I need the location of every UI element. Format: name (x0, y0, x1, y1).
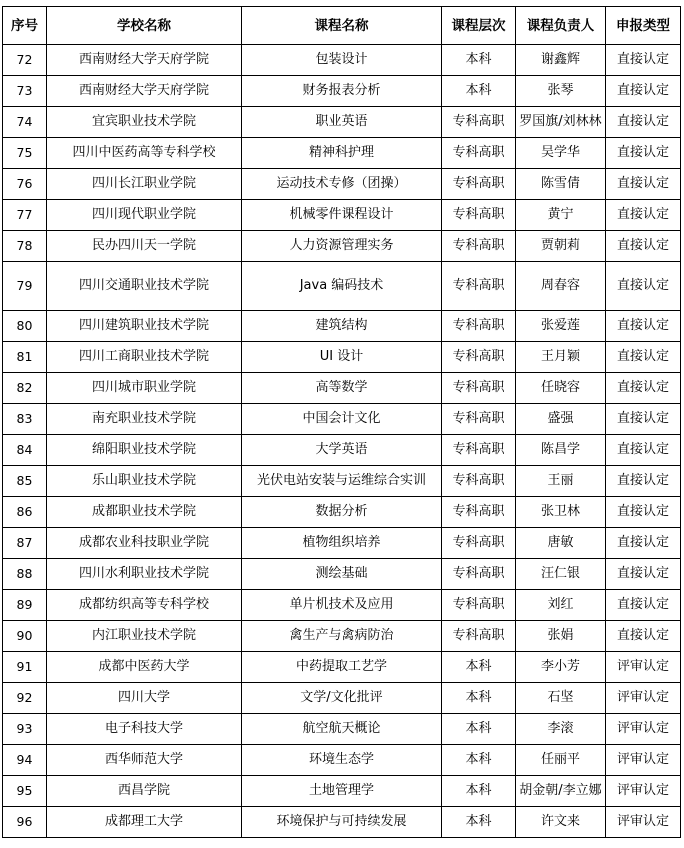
cell-level: 专科高职 (442, 311, 516, 342)
cell-type: 直接认定 (606, 262, 681, 311)
cell-seq: 96 (3, 807, 47, 838)
cell-lead: 王丽 (516, 466, 606, 497)
cell-level: 专科高职 (442, 528, 516, 559)
cell-type: 直接认定 (606, 621, 681, 652)
cell-type: 评审认定 (606, 714, 681, 745)
cell-school: 乐山职业技术学院 (47, 466, 242, 497)
cell-school: 西南财经大学天府学院 (47, 76, 242, 107)
cell-type: 直接认定 (606, 169, 681, 200)
table-row (3, 45, 681, 76)
cell-level: 本科 (442, 745, 516, 776)
cell-type: 直接认定 (606, 497, 681, 528)
cell-seq: 84 (3, 435, 47, 466)
cell-type: 直接认定 (606, 528, 681, 559)
cell-lead: 张娟 (516, 621, 606, 652)
cell-type: 直接认定 (606, 311, 681, 342)
cell-seq: 75 (3, 138, 47, 169)
cell-type: 直接认定 (606, 45, 681, 76)
cell-seq: 93 (3, 714, 47, 745)
cell-school: 电子科技大学 (47, 714, 242, 745)
header-lead: 课程负责人 (516, 7, 606, 45)
cell-school: 四川长江职业学院 (47, 169, 242, 200)
table-row (3, 714, 681, 745)
cell-seq: 73 (3, 76, 47, 107)
cell-school: 绵阳职业技术学院 (47, 435, 242, 466)
table-row (3, 76, 681, 107)
cell-course: 中药提取工艺学 (242, 652, 442, 683)
cell-school: 成都理工大学 (47, 807, 242, 838)
cell-level: 本科 (442, 45, 516, 76)
cell-course: 大学英语 (242, 435, 442, 466)
cell-level: 专科高职 (442, 590, 516, 621)
table-row (3, 466, 681, 497)
table-row (3, 262, 681, 311)
cell-level: 专科高职 (442, 466, 516, 497)
cell-seq: 78 (3, 231, 47, 262)
cell-school: 西华师范大学 (47, 745, 242, 776)
header-course: 课程名称 (242, 7, 442, 45)
cell-school: 内江职业技术学院 (47, 621, 242, 652)
cell-school: 南充职业技术学院 (47, 404, 242, 435)
cell-lead: 谢鑫辉 (516, 45, 606, 76)
cell-level: 专科高职 (442, 138, 516, 169)
cell-school: 成都中医药大学 (47, 652, 242, 683)
cell-level: 专科高职 (442, 621, 516, 652)
table-row (3, 373, 681, 404)
table-row (3, 342, 681, 373)
cell-lead: 张卫林 (516, 497, 606, 528)
cell-seq: 86 (3, 497, 47, 528)
cell-course: 中国会计文化 (242, 404, 442, 435)
cell-school: 成都农业科技职业学院 (47, 528, 242, 559)
cell-seq: 77 (3, 200, 47, 231)
cell-course: Java 编码技术 (242, 262, 442, 311)
cell-type: 直接认定 (606, 342, 681, 373)
cell-lead: 贾朝莉 (516, 231, 606, 262)
cell-lead: 张琴 (516, 76, 606, 107)
cell-school: 成都纺织高等专科学校 (47, 590, 242, 621)
table-row (3, 745, 681, 776)
cell-type: 直接认定 (606, 466, 681, 497)
table-row (3, 435, 681, 466)
cell-lead: 吴学华 (516, 138, 606, 169)
table-row (3, 169, 681, 200)
cell-level: 专科高职 (442, 497, 516, 528)
cell-type: 评审认定 (606, 745, 681, 776)
cell-lead: 罗国旗/刘林林 (516, 107, 606, 138)
table-row (3, 621, 681, 652)
cell-course: 高等数学 (242, 373, 442, 404)
header-row (3, 7, 681, 45)
cell-lead: 唐敏 (516, 528, 606, 559)
cell-course: 土地管理学 (242, 776, 442, 807)
cell-course: 航空航天概论 (242, 714, 442, 745)
table-row (3, 590, 681, 621)
cell-type: 直接认定 (606, 435, 681, 466)
cell-level: 专科高职 (442, 373, 516, 404)
cell-school: 四川交通职业技术学院 (47, 262, 242, 311)
cell-school: 西昌学院 (47, 776, 242, 807)
cell-school: 西南财经大学天府学院 (47, 45, 242, 76)
cell-school: 四川水利职业技术学院 (47, 559, 242, 590)
cell-course: 测绘基础 (242, 559, 442, 590)
cell-course: 环境保护与可持续发展 (242, 807, 442, 838)
header-school: 学校名称 (47, 7, 242, 45)
cell-school: 成都职业技术学院 (47, 497, 242, 528)
cell-course: 禽生产与禽病防治 (242, 621, 442, 652)
table-row (3, 497, 681, 528)
cell-course: 人力资源管理实务 (242, 231, 442, 262)
cell-course: 包装设计 (242, 45, 442, 76)
cell-course: 职业英语 (242, 107, 442, 138)
cell-type: 评审认定 (606, 807, 681, 838)
cell-school: 四川中医药高等专科学校 (47, 138, 242, 169)
cell-type: 直接认定 (606, 76, 681, 107)
cell-lead: 张爱莲 (516, 311, 606, 342)
cell-level: 专科高职 (442, 169, 516, 200)
table-row (3, 528, 681, 559)
cell-seq: 74 (3, 107, 47, 138)
cell-course: 植物组织培养 (242, 528, 442, 559)
table-body (3, 45, 681, 838)
cell-lead: 黄宁 (516, 200, 606, 231)
cell-seq: 82 (3, 373, 47, 404)
cell-seq: 92 (3, 683, 47, 714)
cell-lead: 许文来 (516, 807, 606, 838)
cell-lead: 陈昌学 (516, 435, 606, 466)
cell-level: 专科高职 (442, 435, 516, 466)
cell-lead: 李小芳 (516, 652, 606, 683)
cell-seq: 81 (3, 342, 47, 373)
cell-type: 直接认定 (606, 373, 681, 404)
table-row (3, 107, 681, 138)
cell-school: 四川工商职业技术学院 (47, 342, 242, 373)
cell-course: 环境生态学 (242, 745, 442, 776)
cell-school: 民办四川天一学院 (47, 231, 242, 262)
cell-lead: 任丽平 (516, 745, 606, 776)
cell-seq: 85 (3, 466, 47, 497)
cell-school: 四川建筑职业技术学院 (47, 311, 242, 342)
cell-lead: 周春容 (516, 262, 606, 311)
cell-seq: 91 (3, 652, 47, 683)
table-header (3, 7, 681, 45)
cell-school: 四川大学 (47, 683, 242, 714)
table-row (3, 404, 681, 435)
cell-course: 财务报表分析 (242, 76, 442, 107)
cell-type: 直接认定 (606, 138, 681, 169)
cell-level: 专科高职 (442, 262, 516, 311)
cell-level: 专科高职 (442, 200, 516, 231)
table-row (3, 231, 681, 262)
cell-type: 直接认定 (606, 590, 681, 621)
cell-type: 直接认定 (606, 107, 681, 138)
cell-seq: 83 (3, 404, 47, 435)
cell-lead: 盛强 (516, 404, 606, 435)
cell-course: 文学/文化批评 (242, 683, 442, 714)
table-row (3, 652, 681, 683)
cell-level: 本科 (442, 683, 516, 714)
cell-level: 专科高职 (442, 342, 516, 373)
cell-type: 评审认定 (606, 683, 681, 714)
cell-type: 评审认定 (606, 776, 681, 807)
cell-level: 专科高职 (442, 404, 516, 435)
cell-school: 四川现代职业学院 (47, 200, 242, 231)
cell-seq: 94 (3, 745, 47, 776)
cell-seq: 89 (3, 590, 47, 621)
cell-course: 数据分析 (242, 497, 442, 528)
cell-lead: 石坚 (516, 683, 606, 714)
table-row (3, 683, 681, 714)
cell-level: 专科高职 (442, 231, 516, 262)
cell-seq: 76 (3, 169, 47, 200)
cell-lead: 王月颖 (516, 342, 606, 373)
table-row (3, 807, 681, 838)
cell-course: 运动技术专修（团操） (242, 169, 442, 200)
course-table (2, 6, 681, 838)
cell-lead: 李滚 (516, 714, 606, 745)
cell-type: 直接认定 (606, 559, 681, 590)
cell-level: 本科 (442, 807, 516, 838)
cell-lead: 胡金朝/李立娜 (516, 776, 606, 807)
cell-lead: 任晓容 (516, 373, 606, 404)
header-level: 课程层次 (442, 7, 516, 45)
cell-seq: 88 (3, 559, 47, 590)
cell-type: 评审认定 (606, 652, 681, 683)
cell-lead: 陈雪倩 (516, 169, 606, 200)
cell-course: 单片机技术及应用 (242, 590, 442, 621)
table-row (3, 559, 681, 590)
cell-seq: 87 (3, 528, 47, 559)
cell-type: 直接认定 (606, 404, 681, 435)
table-row (3, 776, 681, 807)
cell-seq: 72 (3, 45, 47, 76)
cell-lead: 汪仁银 (516, 559, 606, 590)
cell-seq: 80 (3, 311, 47, 342)
cell-course: 建筑结构 (242, 311, 442, 342)
cell-seq: 95 (3, 776, 47, 807)
table-row (3, 200, 681, 231)
cell-level: 本科 (442, 76, 516, 107)
cell-level: 专科高职 (442, 559, 516, 590)
cell-seq: 79 (3, 262, 47, 311)
cell-course: 机械零件课程设计 (242, 200, 442, 231)
cell-level: 本科 (442, 652, 516, 683)
cell-level: 专科高职 (442, 107, 516, 138)
table-row (3, 138, 681, 169)
table-row (3, 311, 681, 342)
cell-course: UI 设计 (242, 342, 442, 373)
header-seq: 序号 (3, 7, 47, 45)
cell-school: 宜宾职业技术学院 (47, 107, 242, 138)
cell-level: 本科 (442, 714, 516, 745)
cell-school: 四川城市职业学院 (47, 373, 242, 404)
cell-course: 光伏电站安装与运维综合实训 (242, 466, 442, 497)
cell-type: 直接认定 (606, 200, 681, 231)
cell-course: 精神科护理 (242, 138, 442, 169)
cell-type: 直接认定 (606, 231, 681, 262)
header-type: 申报类型 (606, 7, 681, 45)
cell-lead: 刘红 (516, 590, 606, 621)
cell-level: 本科 (442, 776, 516, 807)
cell-seq: 90 (3, 621, 47, 652)
